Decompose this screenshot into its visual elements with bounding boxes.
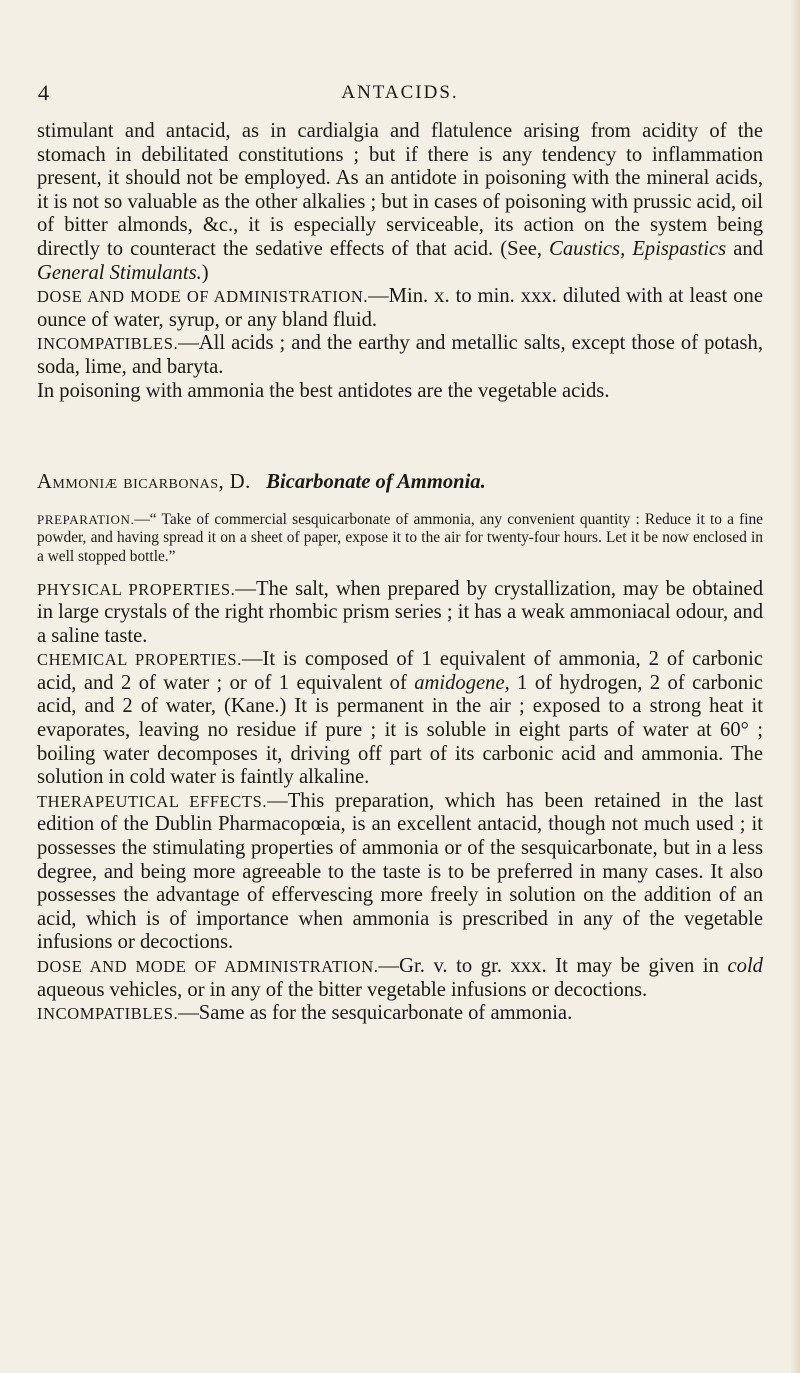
page-edge-shadow [790,0,800,1373]
dose-label-1: DOSE AND MODE OF ADMINISTRATION. [37,287,369,307]
intro-close: ) [201,261,209,284]
incompatibles-text-2: —Same as for the sesquicarbonate of ammonia. [178,1002,573,1025]
english-name: Bicarbonate of Ammonia. [266,471,486,494]
dose-paragraph-2 [37,955,763,1002]
physical-properties-label: PHYSICAL PROPERTIES. [37,579,236,599]
chemical-properties-paragraph [37,648,763,790]
incompatibles-text-1: —All acids ; and the earthy and metallic salts, except those of potash, soda, lime, and baryta. [37,332,763,378]
dose-text-1: —Min. x. to min. xxx. diluted with at least one ounce of water, syrup, or any bland fluid. [37,285,763,331]
dose-label-2: DOSE AND MODE OF ADMINISTRATION. [37,957,379,976]
section-heading [37,471,763,495]
dose-text-2a: —Gr. v. to gr. xxx. It may be given in [378,955,728,977]
dose-text-2b: aqueous vehicles, or in any of the bitter vegetable infusions or decoctions. [37,978,648,1001]
chemical-text-b: 1 of hydrogen, 2 of carbonic acid, and 2 of water, (Kane.) It is permanent in the air ; exposed to a strong heat it evaporates, leaving no residue if pure ; it is soluble in eight parts of water at 60° ; boiling water decomposes it, driving off part of its carbonic acid and ammonia. The solution in cold water is faintly alkaline. [37,671,763,789]
intro-text: stimulant and antacid, as in cardialgia and flatulence arising from acidity of the stomach in debilitated constitutions ; but if there is any tendency to inflammation present, it should not be employed. As an antidote in poisoning with the mineral acids, it is not so valuable as the other alkalies ; but in cases of poisoning with prussic acid, oil of bitter almonds, &c., it is especially serviceable, its action on the system being directly to counteract the sedative effects of that acid. (See, [37,120,763,260]
chemical-properties-label: CHEMICAL PROPERTIES. [37,650,242,670]
cross-ref-caustics: Caustics, Epispastics [549,237,727,260]
chemical-amidogene: amidogene, [414,671,510,694]
intro-and: and [726,237,763,260]
preparation-paragraph [37,511,763,567]
intro-paragraph [37,120,763,285]
page-number: 4 [38,80,49,105]
incompatibles-label-2: INCOMPATIBLES. [37,1004,179,1024]
latin-name: Ammoniæ bicarbonas, D. [37,471,251,494]
physical-properties-paragraph [37,578,763,649]
running-title: ANTACIDS. [341,82,459,103]
dose-cold: cold [727,955,763,977]
physical-properties-text: —The salt, when prepared by crystallization, may be obtained in large crystals of the right rhombic prism series ; it has a weak ammoniacal odour, and a saline taste. [37,577,763,647]
incompatibles-paragraph-1 [37,332,763,379]
chemical-text-a: —It is composed of 1 equivalent of ammonia, 2 of carbonic acid, and 2 of water ; or of 1 equivalent of [37,648,763,694]
therapeutical-text: —This preparation, which has been retained in the last edition of the Dublin Pharmacopœia, is an excellent antacid, though not much used ; it possesses the stimulating properties of ammonia or of the sesquicarbonate, but in a less degree, and being more agreeable to the taste is to be preferred in many cases. It also possesses the advantage of effervescing more freely in solution on the addition of an acid, which is of importance when ammonia is prescribed in any of the vegetable infusions or decoctions. [37,789,763,954]
page-body [37,120,763,1026]
preparation-text: —“ Take of commercial sesquicarbonate of ammonia, any convenient quantity : Reduce it to a fine powder, and having spread it on a sheet of paper, expose it to the air for twenty-four hours. Let it be now enclosed in a well stopped bottle.” [37,510,763,565]
therapeutical-label: THERAPEUTICAL EFFECTS. [37,791,268,811]
cross-ref-general-stimulants: General Stimulants. [37,261,202,284]
incompatibles-paragraph-2 [37,1002,763,1026]
therapeutical-effects-paragraph [37,790,763,955]
antidote-paragraph: In poisoning with ammonia the best antidotes are the vegetable acids. [37,379,610,402]
dose-paragraph-1 [37,285,763,332]
preparation-label: PREPARATION. [37,511,135,527]
incompatibles-label-1: INCOMPATIBLES. [37,334,179,354]
